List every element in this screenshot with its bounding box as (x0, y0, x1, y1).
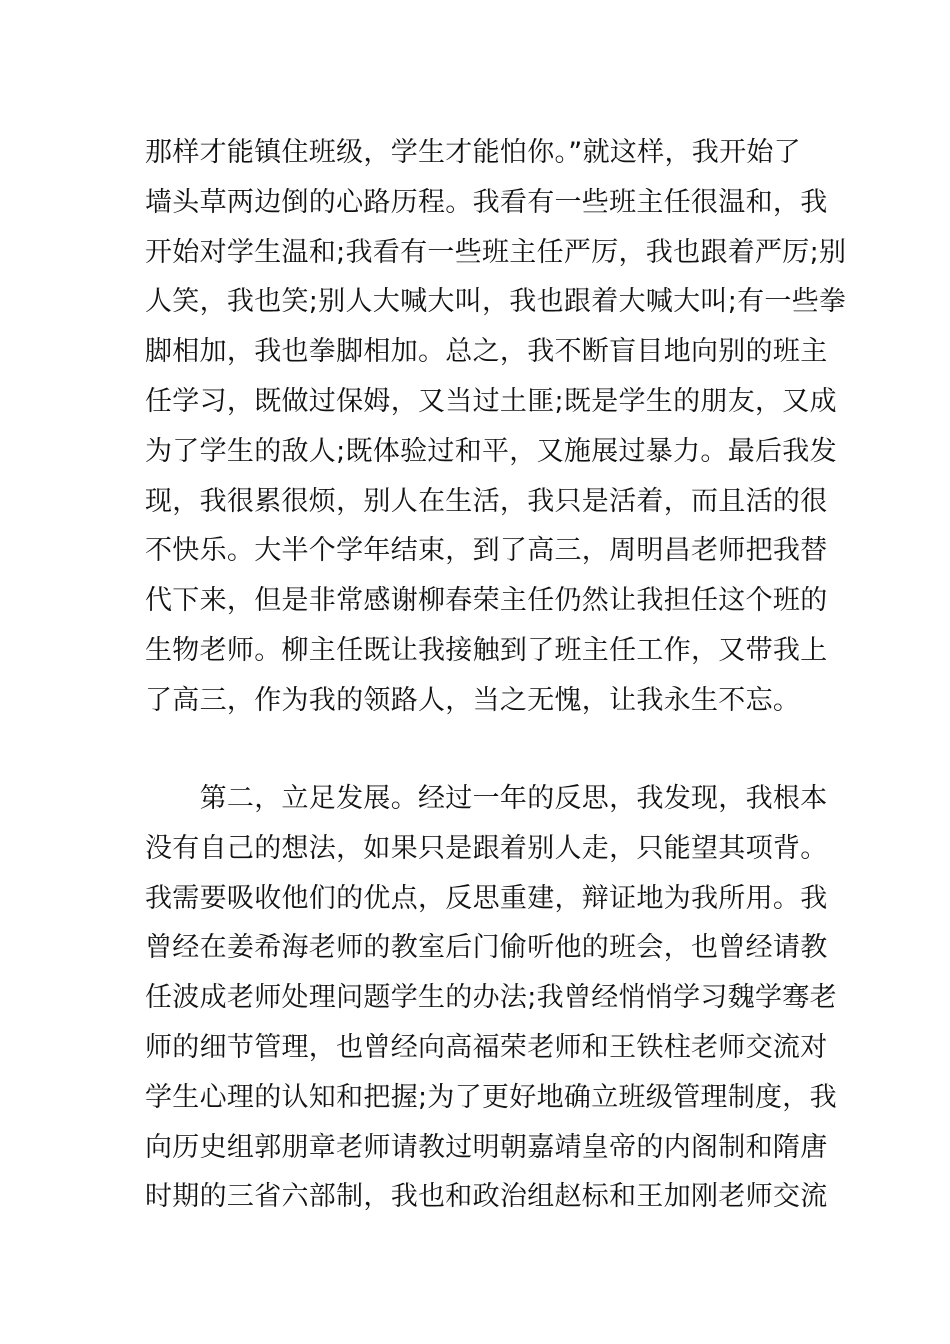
text-line: 学生心理的认知和把握;为了更好地确立班级管理制度，我 (145, 1081, 837, 1113)
paragraph-1 (145, 128, 847, 726)
text-line: 墙头草两边倒的心路历程。我看有一些班主任很温和，我 (145, 186, 828, 218)
text-line: 现，我很累很烦，别人在生活，我只是活着，而且活的很 (145, 485, 828, 517)
text-line: 不快乐。大半个学年结束，到了高三，周明昌老师把我替 (145, 535, 828, 567)
text-line: 没有自己的想法，如果只是跟着别人走，只能望其项背。 (145, 832, 828, 864)
text-line: 师的细节管理，也曾经向高福荣老师和王铁柱老师交流对 (145, 1031, 828, 1063)
text-line: 了高三，作为我的领路人，当之无愧，让我永生不忘。 (145, 684, 801, 716)
text-line: 脚相加，我也拳脚相加。总之，我不断盲目地向别的班主 (145, 336, 828, 368)
text-line: 我需要吸收他们的优点，反思重建，辩证地为我所用。我 (145, 882, 828, 914)
text-line: 开始对学生温和;我看有一些班主任严厉，我也跟着严厉;别 (145, 236, 847, 268)
text-line: 为了学生的敌人;既体验过和平，又施展过暴力。最后我发 (145, 435, 837, 467)
text-line: 时期的三省六部制，我也和政治组赵标和王加刚老师交流 (145, 1181, 828, 1213)
text-line: 曾经在姜希海老师的教室后门偷听他的班会，也曾经请教 (145, 932, 828, 964)
text-line: 代下来，但是非常感谢柳春荣主任仍然让我担任这个班的 (145, 585, 828, 617)
text-line: 向历史组郭朋章老师请教过明朝嘉靖皇帝的内阁制和隋唐 (145, 1131, 828, 1163)
text-line: 人笑，我也笑;别人大喊大叫，我也跟着大喊大叫;有一些拳 (145, 286, 847, 318)
text-line: 第二，立足发展。经过一年的反思，我发现，我根本 (145, 783, 828, 814)
text-line: 任波成老师处理问题学生的办法;我曾经悄悄学习魏学骞老 (145, 982, 837, 1014)
text-line: 那样才能镇住班级，学生才能怕你。”就这样，我开始了 (145, 137, 801, 168)
text-line: 任学习，既做过保姆，又当过土匪;既是学生的朋友，又成 (145, 385, 837, 417)
text-line: 生物老师。柳主任既让我接触到了班主任工作，又带我上 (145, 634, 828, 666)
paragraph-2 (145, 774, 837, 1222)
